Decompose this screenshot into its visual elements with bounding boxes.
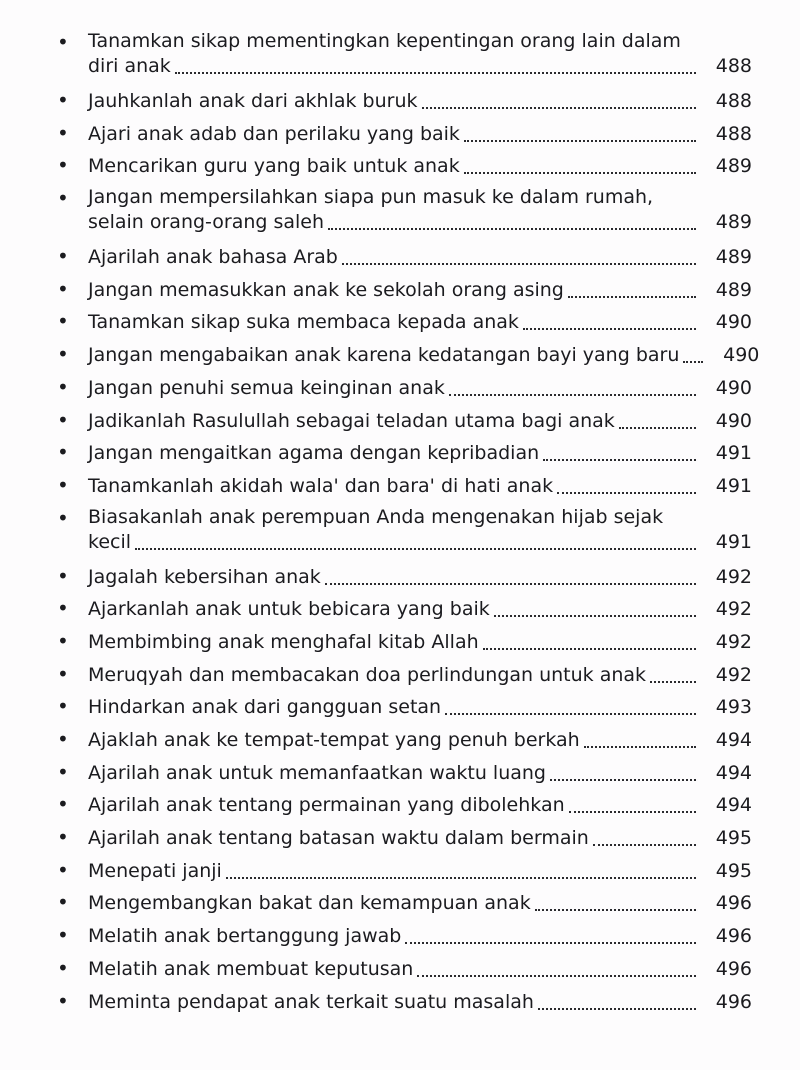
toc-entry [52, 952, 752, 985]
toc-entry-title: Jagalah kebersihan anak [88, 565, 321, 588]
toc-entry-title: Ajarkanlah anak untuk bebicara yang baik [88, 598, 490, 621]
toc-entry-line [88, 305, 752, 335]
toc-entry-line [88, 560, 752, 590]
toc-entry-line [88, 436, 752, 466]
toc-entry-title: Meruqyah dan membacakan doa perlindungan untuk anak [88, 663, 647, 686]
bullet-icon: • [57, 727, 69, 751]
toc-entry [52, 886, 752, 919]
toc-entry-title: Menepati janji [88, 859, 222, 882]
bullet-icon: • [57, 276, 69, 301]
dot-leader [417, 975, 696, 977]
bullet-icon: • [57, 628, 69, 653]
page-number: 490 [723, 344, 760, 367]
toc-entry-line [88, 338, 760, 368]
page-number: 496 [715, 957, 752, 980]
toc-entry-line [88, 149, 752, 179]
toc-entry-line [88, 530, 752, 555]
dot-leader [445, 713, 696, 715]
dot-leader [494, 615, 696, 617]
toc-entry-line [88, 273, 752, 303]
toc-entry-title: Tanamkan sikap suka membaca kepada anak [88, 311, 519, 334]
page-number: 488 [715, 90, 752, 112]
page-number: 491 [715, 474, 752, 497]
page-number: 489 [715, 278, 752, 301]
page-number: 495 [715, 859, 752, 882]
dot-leader [569, 811, 696, 813]
page-number: 494 [715, 761, 752, 784]
dot-leader [328, 228, 696, 230]
toc-entry-title: selain orang-orang saleh [88, 211, 325, 234]
dot-leader [226, 877, 696, 879]
toc-entry-title: Jangan mengabaikan anak karena kedatangan bayi yang baru [88, 344, 680, 367]
toc-entry-title: Mencarikan guru yang baik untuk anak [88, 155, 460, 178]
bullet-icon: • [57, 186, 69, 211]
toc-entry-title: kecil [88, 530, 132, 553]
bullet-icon: • [57, 857, 69, 882]
toc-entry [52, 149, 752, 182]
toc-entry [52, 273, 752, 306]
dot-leader [535, 909, 696, 911]
bullet-icon: • [57, 88, 69, 112]
dot-leader [568, 296, 696, 298]
dot-leader [464, 140, 696, 142]
toc-entry-title: Hindarkan anak dari gangguan setan [88, 696, 442, 719]
toc-entry-line [88, 821, 752, 851]
toc-entry-title: Ajarilah anak untuk memanfaatkan waktu luang [88, 761, 546, 784]
toc-entry [52, 560, 752, 593]
page-number: 492 [715, 598, 752, 621]
toc-entry-title: Ajaklah anak ke tempat-tempat yang penuh berkah [88, 729, 580, 751]
toc-entry [52, 371, 752, 404]
toc-entry [52, 240, 752, 273]
toc-entry-title: Melatih anak bertanggung jawab [88, 925, 402, 948]
toc-entry [52, 404, 752, 437]
toc-entry-title: Jangan penuhi semua keinginan anak [88, 376, 445, 399]
toc-entry-line [88, 117, 752, 147]
toc-entry-title: Tanamkanlah akidah wala' dan bara' di hati anak [88, 474, 554, 497]
toc-entry-line [88, 592, 752, 622]
dot-leader [584, 746, 696, 748]
toc-entry-title: Melatih anak membuat keputusan [88, 957, 414, 980]
dot-leader [483, 648, 696, 650]
toc-entry [52, 821, 752, 854]
bullet-icon: • [57, 955, 69, 980]
toc-entry [52, 985, 752, 1018]
bullet-icon: • [57, 440, 69, 465]
toc-entry [52, 338, 760, 371]
dot-leader [422, 107, 696, 109]
page-number: 491 [715, 530, 752, 553]
bullet-icon: • [57, 759, 69, 784]
bullet-icon: • [57, 472, 69, 497]
dot-leader [543, 459, 696, 461]
page-number: 489 [715, 211, 752, 234]
bullet-icon: • [57, 244, 69, 269]
toc-entry [52, 658, 752, 691]
dot-leader [557, 492, 696, 494]
toc-entry [52, 690, 752, 723]
page-number: 495 [715, 827, 752, 850]
dot-leader [464, 172, 696, 174]
dot-leader [342, 263, 696, 265]
toc-entry-line [88, 886, 752, 916]
bullet-icon: • [57, 596, 69, 621]
toc-entry-line [88, 84, 752, 114]
bullet-icon: • [57, 923, 69, 948]
toc-entry [52, 182, 752, 240]
dot-leader [538, 1008, 696, 1010]
dot-leader [175, 72, 696, 74]
toc-entry-line [88, 404, 752, 434]
toc-entry-title-line: Jangan mempersilahkan siapa pun masuk ke dalam rumah, [88, 186, 654, 209]
page-number: 496 [715, 990, 752, 1013]
dot-leader [593, 844, 696, 846]
page-number: 490 [715, 376, 752, 399]
toc-entry [52, 592, 752, 625]
toc-entry-line [88, 854, 752, 884]
toc-entry-line [88, 625, 752, 655]
toc-entry-title: Ajarilah anak tentang batasan waktu dalam bermain [88, 827, 589, 850]
page-number: 492 [715, 663, 752, 686]
toc-entry-title: Membimbing anak menghafal kitab Allah [88, 630, 479, 653]
bullet-icon: • [57, 374, 69, 399]
toc-entry-title: Ajari anak adab dan perilaku yang baik [88, 122, 460, 145]
page-number: 496 [715, 892, 752, 915]
toc-entry-title: Ajarilah anak bahasa Arab [88, 246, 338, 269]
dot-leader [135, 548, 696, 550]
toc-entry-title-line: Biasakanlah anak perempuan Anda mengenakan hijab sejak [88, 505, 664, 528]
page-number: 489 [715, 246, 752, 269]
page-number: 488 [715, 122, 752, 145]
toc-entry-line [88, 690, 752, 720]
toc-entry [52, 117, 752, 150]
toc-entry-line [88, 469, 752, 499]
dot-leader [449, 394, 696, 396]
toc-entry-line [88, 54, 752, 79]
toc-entry [52, 854, 752, 887]
toc-entry-line [88, 788, 752, 818]
toc-entry-title: Jauhkanlah anak dari akhlak buruk [88, 90, 418, 112]
toc-entry-line [88, 240, 752, 270]
toc-entry [52, 26, 752, 84]
bullet-icon: • [57, 309, 69, 334]
toc-entry-title: Jangan mengaitkan agama dengan kepribadian [88, 442, 540, 465]
bullet-icon: • [57, 342, 69, 367]
page-number: 491 [715, 442, 752, 465]
toc-entry [52, 305, 752, 338]
toc-entry-title: Ajarilah anak tentang permainan yang dibolehkan [88, 794, 565, 817]
toc-entry [52, 788, 752, 821]
page-number: 490 [715, 409, 752, 432]
bullet-icon: • [57, 505, 69, 530]
table-of-contents [52, 26, 760, 1017]
bullet-icon: • [57, 407, 69, 432]
toc-entry-title: Mengembangkan bakat dan kemampuan anak [88, 892, 531, 915]
toc-entry-line [88, 723, 752, 753]
bullet-icon: • [57, 825, 69, 850]
dot-leader [523, 328, 696, 330]
toc-entry [52, 723, 752, 756]
toc-entry-title: Meminta pendapat anak terkait suatu masalah [88, 990, 534, 1013]
page-number: 494 [715, 729, 752, 751]
toc-entry [52, 625, 752, 658]
toc-entry-title: Jadikanlah Rasulullah sebagai teladan utama bagi anak [88, 409, 615, 432]
toc-entry-line [88, 658, 752, 688]
bullet-icon: • [57, 890, 69, 915]
toc-entry [52, 919, 752, 952]
page-number: 492 [715, 630, 752, 653]
dot-leader [619, 427, 696, 429]
dot-leader [325, 583, 696, 585]
dot-leader [405, 942, 696, 944]
bullet-icon: • [57, 661, 69, 686]
page-number: 489 [715, 155, 752, 178]
toc-entry-line [88, 985, 752, 1015]
bullet-icon: • [57, 988, 69, 1013]
toc-entry [52, 469, 752, 502]
toc-entry-title-line: Tanamkan sikap mementingkan kepentingan orang lain dalam [88, 30, 681, 52]
bullet-icon: • [57, 792, 69, 817]
toc-entry [52, 756, 752, 789]
toc-entry-line [88, 756, 752, 786]
toc-entry-line [88, 952, 752, 982]
bullet-icon: • [57, 120, 69, 145]
toc-entry-line [88, 210, 752, 235]
page-number: 493 [715, 696, 752, 719]
page-number: 488 [715, 55, 752, 77]
toc-entry [52, 84, 752, 117]
page-number: 496 [715, 925, 752, 948]
toc-entry-line [88, 371, 752, 401]
dot-leader [650, 681, 696, 683]
toc-entry-title: diri anak [88, 55, 171, 77]
toc-entry-line [88, 919, 752, 949]
toc-entry [52, 436, 752, 469]
page-number: 492 [715, 565, 752, 588]
dot-leader [550, 779, 696, 781]
toc-entry [52, 502, 752, 560]
bullet-icon: • [57, 694, 69, 719]
page-number: 490 [715, 311, 752, 334]
page-number: 494 [715, 794, 752, 817]
toc-entry-title: Jangan memasukkan anak ke sekolah orang asing [88, 278, 564, 301]
dot-leader [683, 361, 703, 363]
bullet-icon: • [57, 30, 69, 54]
bullet-icon: • [57, 563, 69, 588]
bullet-icon: • [57, 153, 69, 178]
